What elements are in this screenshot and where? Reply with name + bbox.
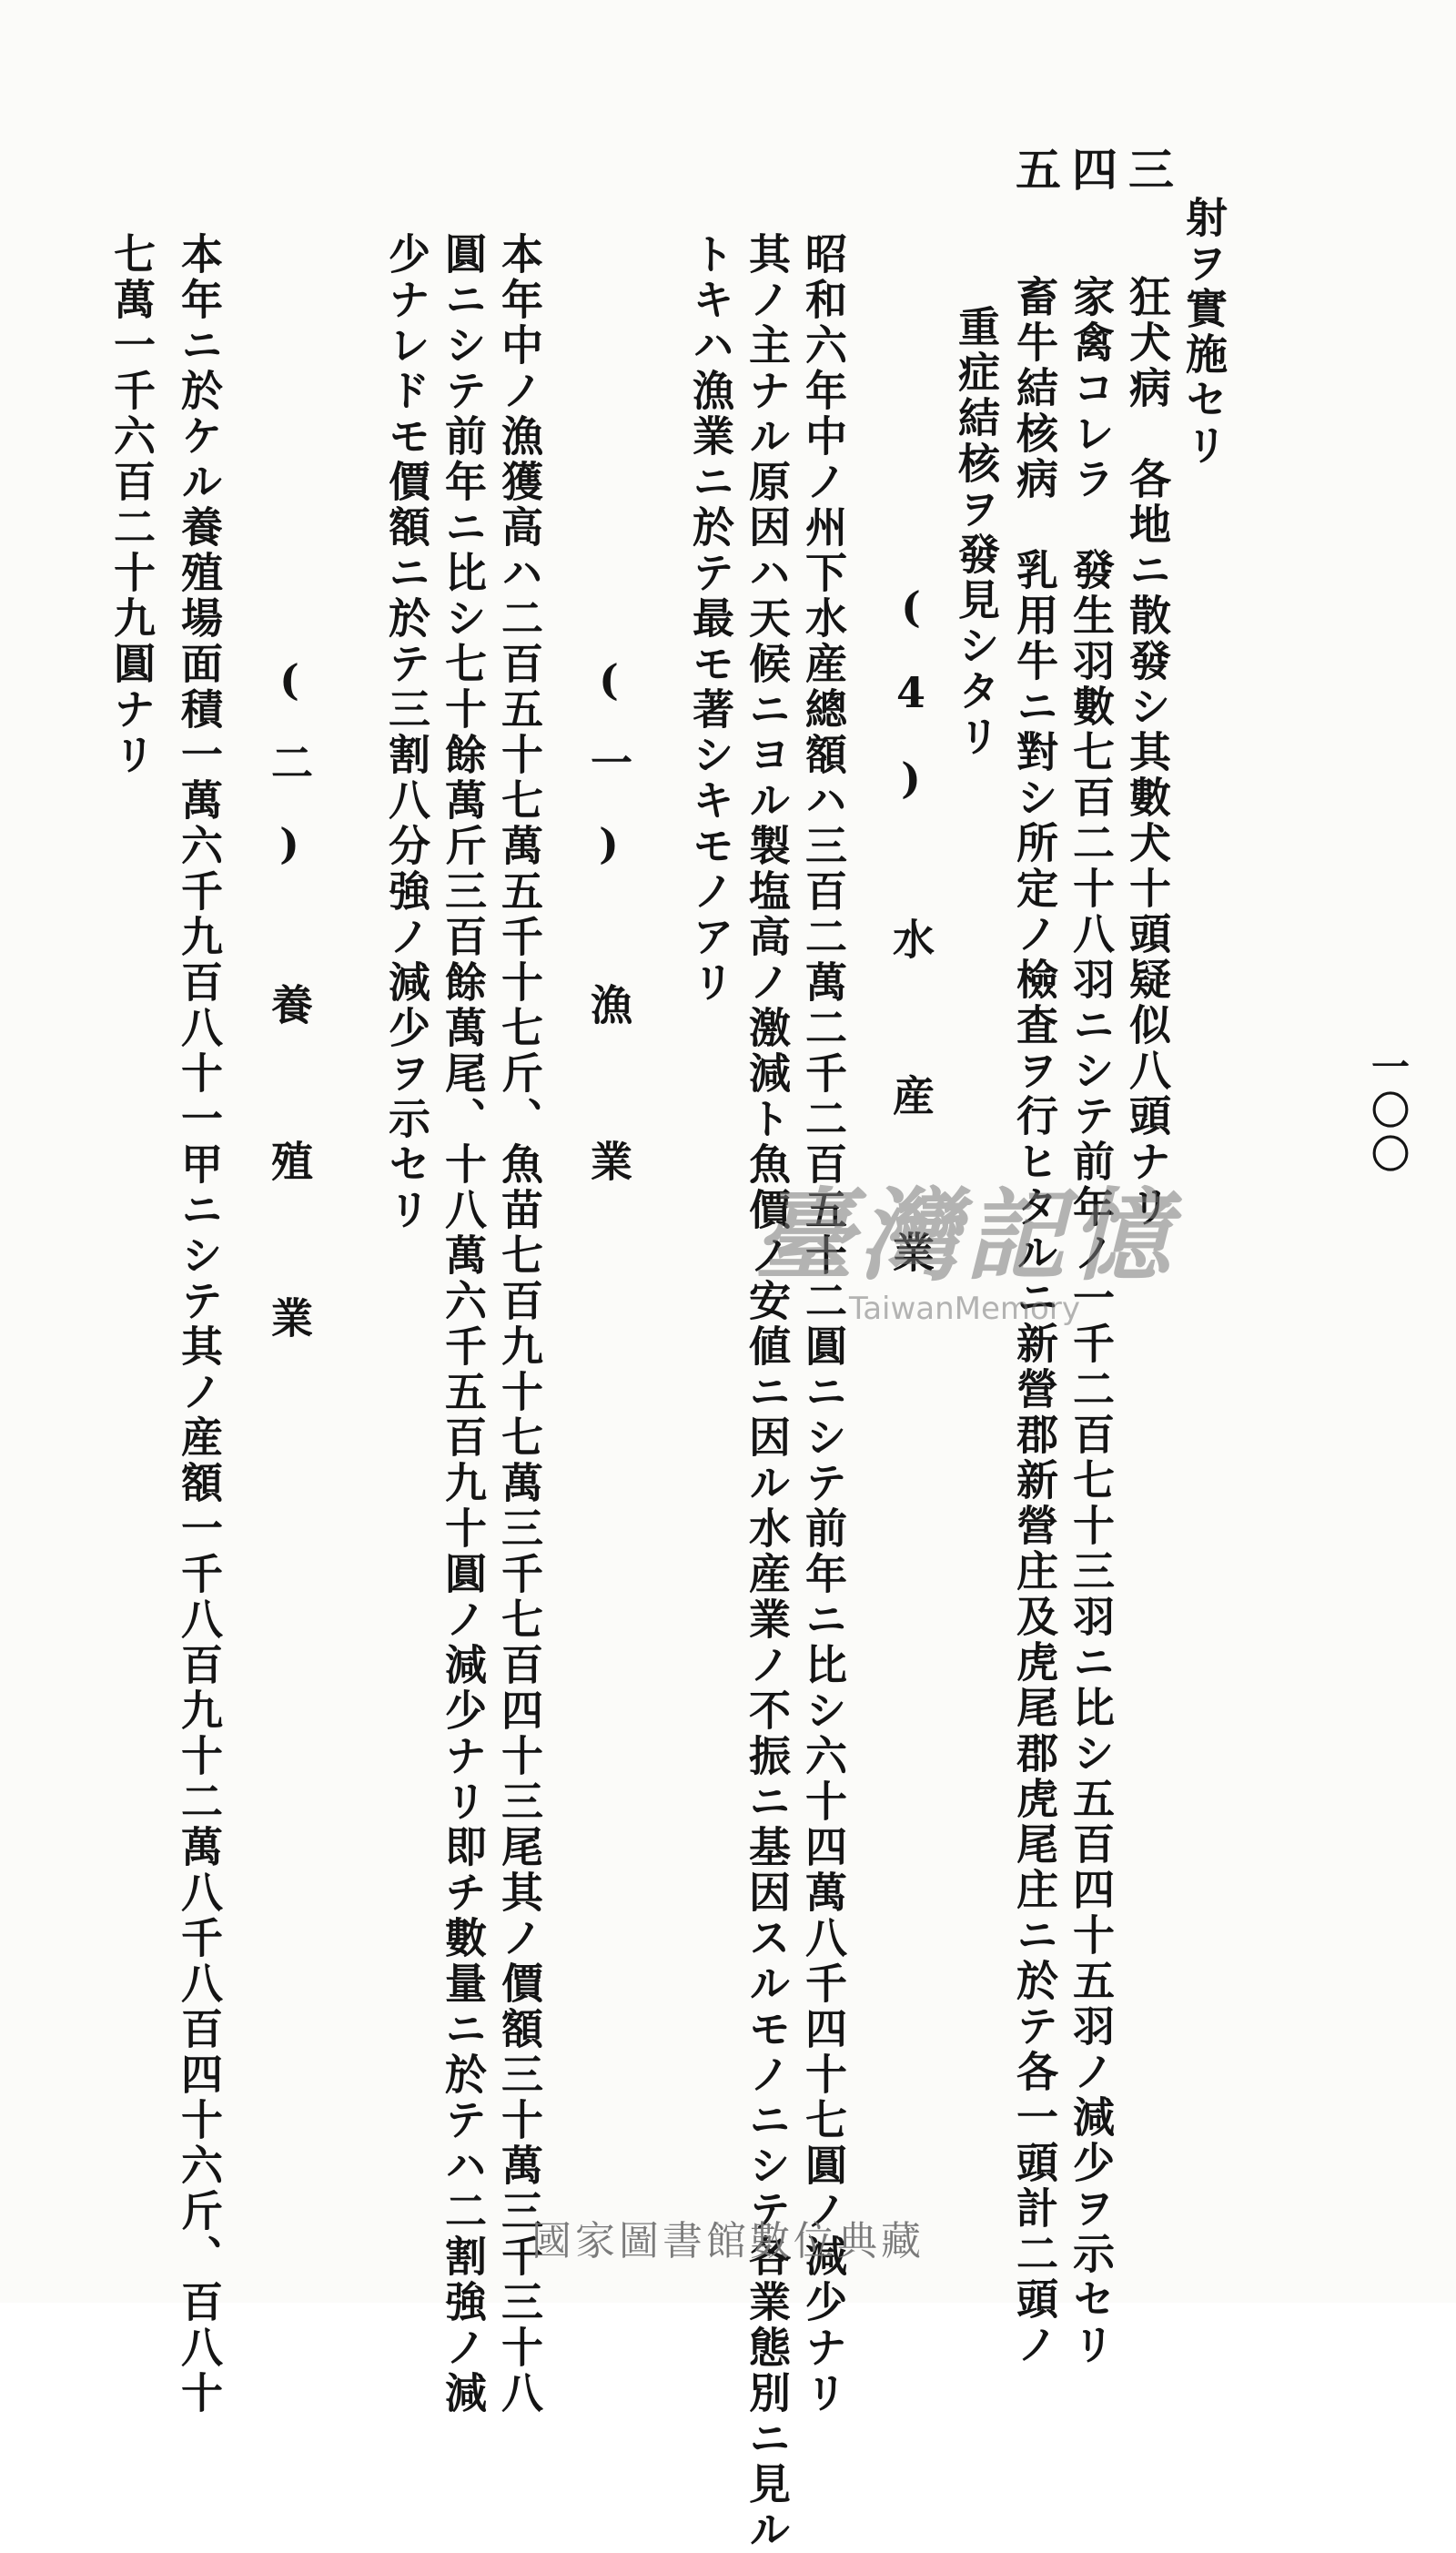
column-text: 狂犬病 各地ニ散發シ其數犬十頭疑似八頭ナリ [1123, 275, 1172, 1231]
text-column [799, 232, 848, 2416]
column-text: 少ナレドモ價額ニ於テ三割八分強ノ減少ヲ示セリ [382, 232, 431, 1233]
item-number-4: 四 [1065, 146, 1118, 195]
footer-library-credit: 國家圖書館數位典藏 [531, 2218, 925, 2264]
column-text: 昭和六年中ノ州下水産總額ハ三百二萬二千二百五十二圓ニシテ前年ニ比シ六十四萬八千四十七圓ノ減少ナリ [799, 232, 848, 2416]
column-text: 圓ニシテ前年ニ比シ七十餘萬斤三百餘萬尾、十八萬六千五百九十圓ノ減少ナリ即チ數量ニ於テハ二割強ノ減 [439, 232, 488, 2416]
column-text: 家禽コレラ 發生羽數七百二十八羽ニシテ前年ノ一千二百七十三羽ニ比シ五百四十五羽ノ減少ヲ示セリ [1067, 275, 1116, 2368]
section-heading-fisheries: (4) 水 産 業 [886, 583, 935, 1309]
column-text: 本年ニ於ケル養殖場面積一萬六千九百八十一甲ニシテ其ノ産額一千八百九十二萬八千八百四十六斤、百八十 [175, 232, 224, 2416]
text-column-item-3 [1121, 146, 1175, 1231]
watermark-logo-text: 臺灣記憶 [753, 1177, 1176, 1294]
text-column [382, 232, 431, 1233]
column-text: 本年中ノ漁獲高ハ二百五十七萬五千十七斤、魚苗七百九十七萬三千七百四十三尾其ノ價額三十萬三千三十八 [495, 232, 544, 2416]
item-number-3: 三 [1121, 146, 1175, 195]
text-column [686, 232, 735, 1006]
text-column-continued [1179, 196, 1228, 469]
text-column-item-4 [1065, 146, 1118, 2368]
text-column-item-5 [1008, 146, 1062, 2368]
item-number-5: 五 [1008, 146, 1062, 195]
subsection-heading-fishing: (一) 漁 業 [584, 655, 633, 1218]
column-text: 重症結核ヲ發見シタリ [952, 305, 1001, 760]
text-column [175, 232, 224, 2416]
column-text: 畜牛結核病 乳用牛ニ對シ所定ノ檢査ヲ行ヒタルニ新營郡新營庄及虎尾郡虎尾庄ニ於テ各一頭計二頭ノ [1010, 275, 1059, 2368]
column-text: 七萬一千六百二十九圓ナリ [107, 232, 157, 778]
text-column [439, 232, 488, 2416]
column-text: 射ヲ實施セリ [1179, 196, 1228, 469]
watermark-english-text: TaiwanMemory [849, 1291, 1080, 1327]
subsection-heading-aquaculture: (二) 養 殖 業 [265, 655, 314, 1374]
column-text: 其ノ主ナル原因ハ天候ニヨル製塩高ノ激減ト魚價ノ安値ニ因ル水産業ノ不振ニ基因スルモノニシテ各業態別ニ見ル [743, 232, 792, 2553]
text-column-continued [952, 305, 1001, 760]
text-column [495, 232, 544, 2416]
text-column [743, 232, 792, 2553]
text-column [107, 232, 157, 778]
column-text: トキハ漁業ニ於テ最モ著シキモノアリ [686, 232, 735, 1006]
page-number: 一〇〇 [1366, 1047, 1410, 1178]
